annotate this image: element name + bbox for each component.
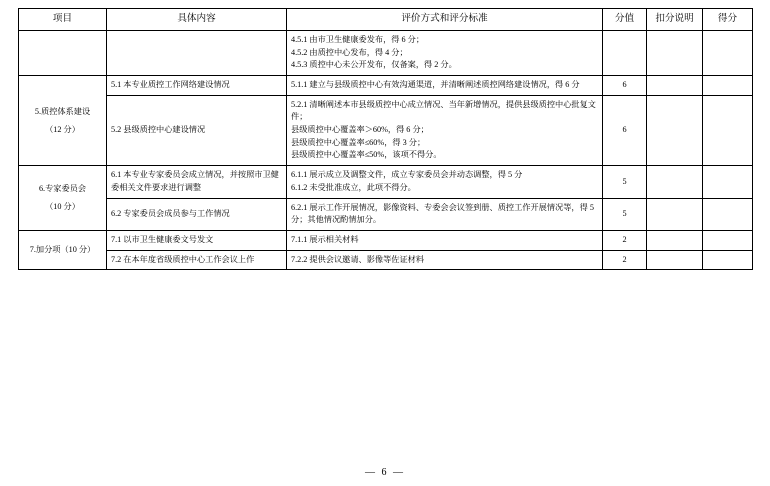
- column-header-criteria: 评价方式和评分标准: [287, 9, 603, 31]
- cell-item-section-6: [19, 166, 107, 231]
- criteria-line: 7.1.1 展示相关材料: [291, 235, 359, 244]
- cell-score: [603, 30, 647, 75]
- cell-deduction: [647, 30, 703, 75]
- table-row: [19, 198, 753, 230]
- cell-deduction: [647, 166, 703, 198]
- cell-content: 5.2 县级质控中心建设情况: [107, 95, 287, 166]
- cell-content: 6.2 专家委员会成员参与工作情况: [107, 198, 287, 230]
- cell-result: [703, 250, 753, 270]
- cell-result: [703, 95, 753, 166]
- cell-score: 6: [603, 75, 647, 95]
- cell-score: 2: [603, 231, 647, 251]
- cell-score: 5: [603, 198, 647, 230]
- table-row: [19, 95, 753, 166]
- cell-result: [703, 231, 753, 251]
- cell-result: [703, 166, 753, 198]
- cell-result: [703, 198, 753, 230]
- criteria-line: 县级质控中心覆盖率≤60%，得 3 分；: [291, 137, 426, 147]
- cell-content: 6.1 本专业专家委员会成立情况，并按照市卫健委相关文件要求进行调整: [107, 166, 287, 198]
- cell-item-section-5: [19, 75, 107, 165]
- item-label-line: 6.专家委员会: [38, 184, 87, 194]
- criteria-line: 6.1.1 展示成立及调整文件，成立专家委员会并动态调整，得 5 分: [291, 170, 523, 180]
- cell-content: [107, 30, 287, 75]
- item-label-line: （12 分）: [45, 124, 80, 134]
- cell-criteria: [287, 231, 603, 251]
- table-row: [19, 166, 753, 198]
- cell-criteria: [287, 30, 603, 75]
- cell-criteria: [287, 95, 603, 166]
- cell-criteria: [287, 166, 603, 198]
- table-row: [19, 30, 753, 75]
- criteria-line: 7.2.2 提供会议邀请、影像等佐证材料: [291, 254, 425, 264]
- criteria-line: 6.1.2 未受批准成立，此项不得分。: [291, 182, 416, 192]
- cell-content: 5.1 本专业质控工作网络建设情况: [107, 75, 287, 95]
- column-header-result: 得分: [703, 9, 753, 31]
- column-header-content: 具体内容: [107, 9, 287, 31]
- cell-result: [703, 30, 753, 75]
- cell-criteria: [287, 198, 603, 230]
- cell-criteria: [287, 250, 603, 270]
- criteria-line: 4.5.1 由市卫生健康委发布，得 6 分；: [291, 34, 425, 44]
- table-header: [19, 9, 753, 31]
- cell-result: [703, 75, 753, 95]
- item-label-line: 5.质控体系建设: [34, 106, 91, 116]
- cell-score: 6: [603, 95, 647, 166]
- cell-item-section-7: [19, 231, 107, 270]
- cell-deduction: [647, 250, 703, 270]
- column-header-item: 项目: [19, 9, 107, 31]
- cell-score: 5: [603, 166, 647, 198]
- criteria-line: 县级质控中心覆盖率≤50%，该项不得分。: [291, 150, 442, 160]
- criteria-line: 4.5.2 由质控中心发布，得 4 分；: [291, 47, 408, 57]
- cell-content: 7.2 在本年度省级质控中心工作会议上作: [107, 250, 287, 270]
- table-row: [19, 250, 753, 270]
- cell-deduction: [647, 95, 703, 166]
- item-label-line: 7.加分项（10 分）: [29, 245, 96, 255]
- item-label-line: （10 分）: [45, 202, 80, 212]
- evaluation-criteria-table: [18, 8, 753, 270]
- column-header-deduction: 扣分说明: [647, 9, 703, 31]
- criteria-line: 县级质控中心覆盖率＞60%，得 6 分；: [291, 125, 429, 135]
- cell-deduction: [647, 75, 703, 95]
- criteria-line: 4.5.3 质控中心未公开发布，仅备案，得 2 分。: [291, 60, 457, 70]
- cell-score: 2: [603, 250, 647, 270]
- cell-criteria: [287, 75, 603, 95]
- table-header-row: [19, 9, 753, 31]
- criteria-line: 5.1.1 建立与县级质控中心有效沟通渠道，并清晰阐述质控网络建设情况，得 6 分: [291, 79, 580, 89]
- cell-item: [19, 30, 107, 75]
- criteria-line: 6.2.1 展示工作开展情况，影像资料、专委会会议签到册、质控工作开展情况等，得 5 分；其他情况酌情加分。: [291, 202, 594, 225]
- page-number: — 6 —: [365, 467, 405, 478]
- cell-deduction: [647, 231, 703, 251]
- table-row: [19, 231, 753, 251]
- table-row: [19, 75, 753, 95]
- table-body: [19, 30, 753, 270]
- criteria-line: 5.2.1 清晰阐述本市县级质控中心成立情况、当年新增情况，提供县级质控中心批复文件；: [291, 99, 596, 122]
- column-header-score: 分值: [603, 9, 647, 31]
- cell-content: 7.1 以市卫生健康委文号发文: [107, 231, 287, 251]
- cell-deduction: [647, 198, 703, 230]
